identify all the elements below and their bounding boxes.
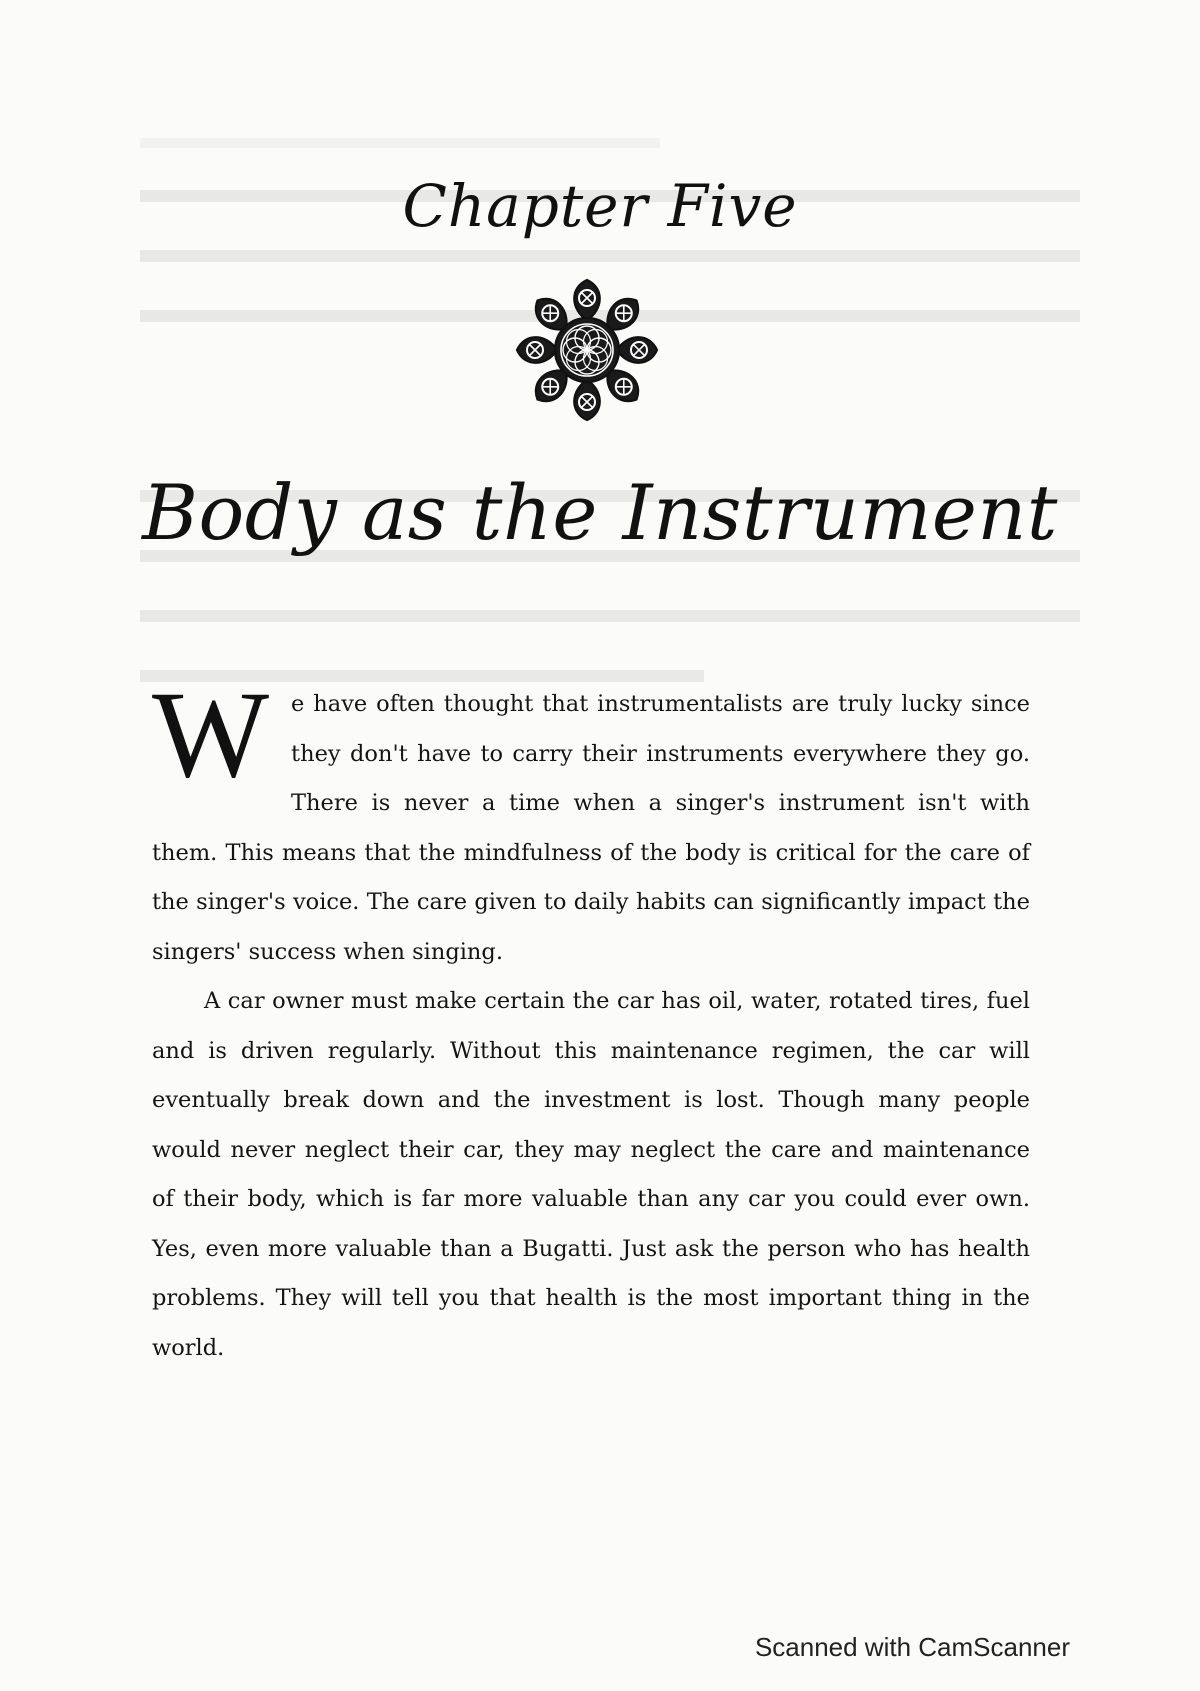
lotus-mandala-ornament-icon: [512, 275, 662, 425]
paragraph-1-text: e have often thought that instrumentalists are truly lucky since they don't have to carry their instruments everywhere they go. There is never a time when a singer's instrument isn't with them. This means that the mindfulness of the body is critical for the care of the singer's voice. The care given to daily habits can significantly impact the singers' success when singing.: [152, 691, 1030, 965]
paragraph-1: [152, 666, 1030, 977]
chapter-body-text: [152, 666, 1030, 1373]
chapter-title: Body as the Instrument: [142, 468, 1058, 557]
scanner-watermark: Scanned with CamScanner: [754, 1632, 1070, 1662]
paragraph-2: A car owner must make certain the car has oil, water, rotated tires, fuel and is driven regularly. Without this maintenance regimen, the car will eventually break down and the investment is lost. Though many people would never neglect their car, they may neglect the care and maintenance of their body, which is far more valuable than any car you could ever own. Yes, even more valuable than a Bugatti. Just ask the person who has health problems. They will tell you that health is the most important thing in the world.: [152, 988, 1030, 1361]
chapter-label: Chapter Five: [402, 172, 798, 240]
drop-cap: W: [152, 666, 270, 803]
